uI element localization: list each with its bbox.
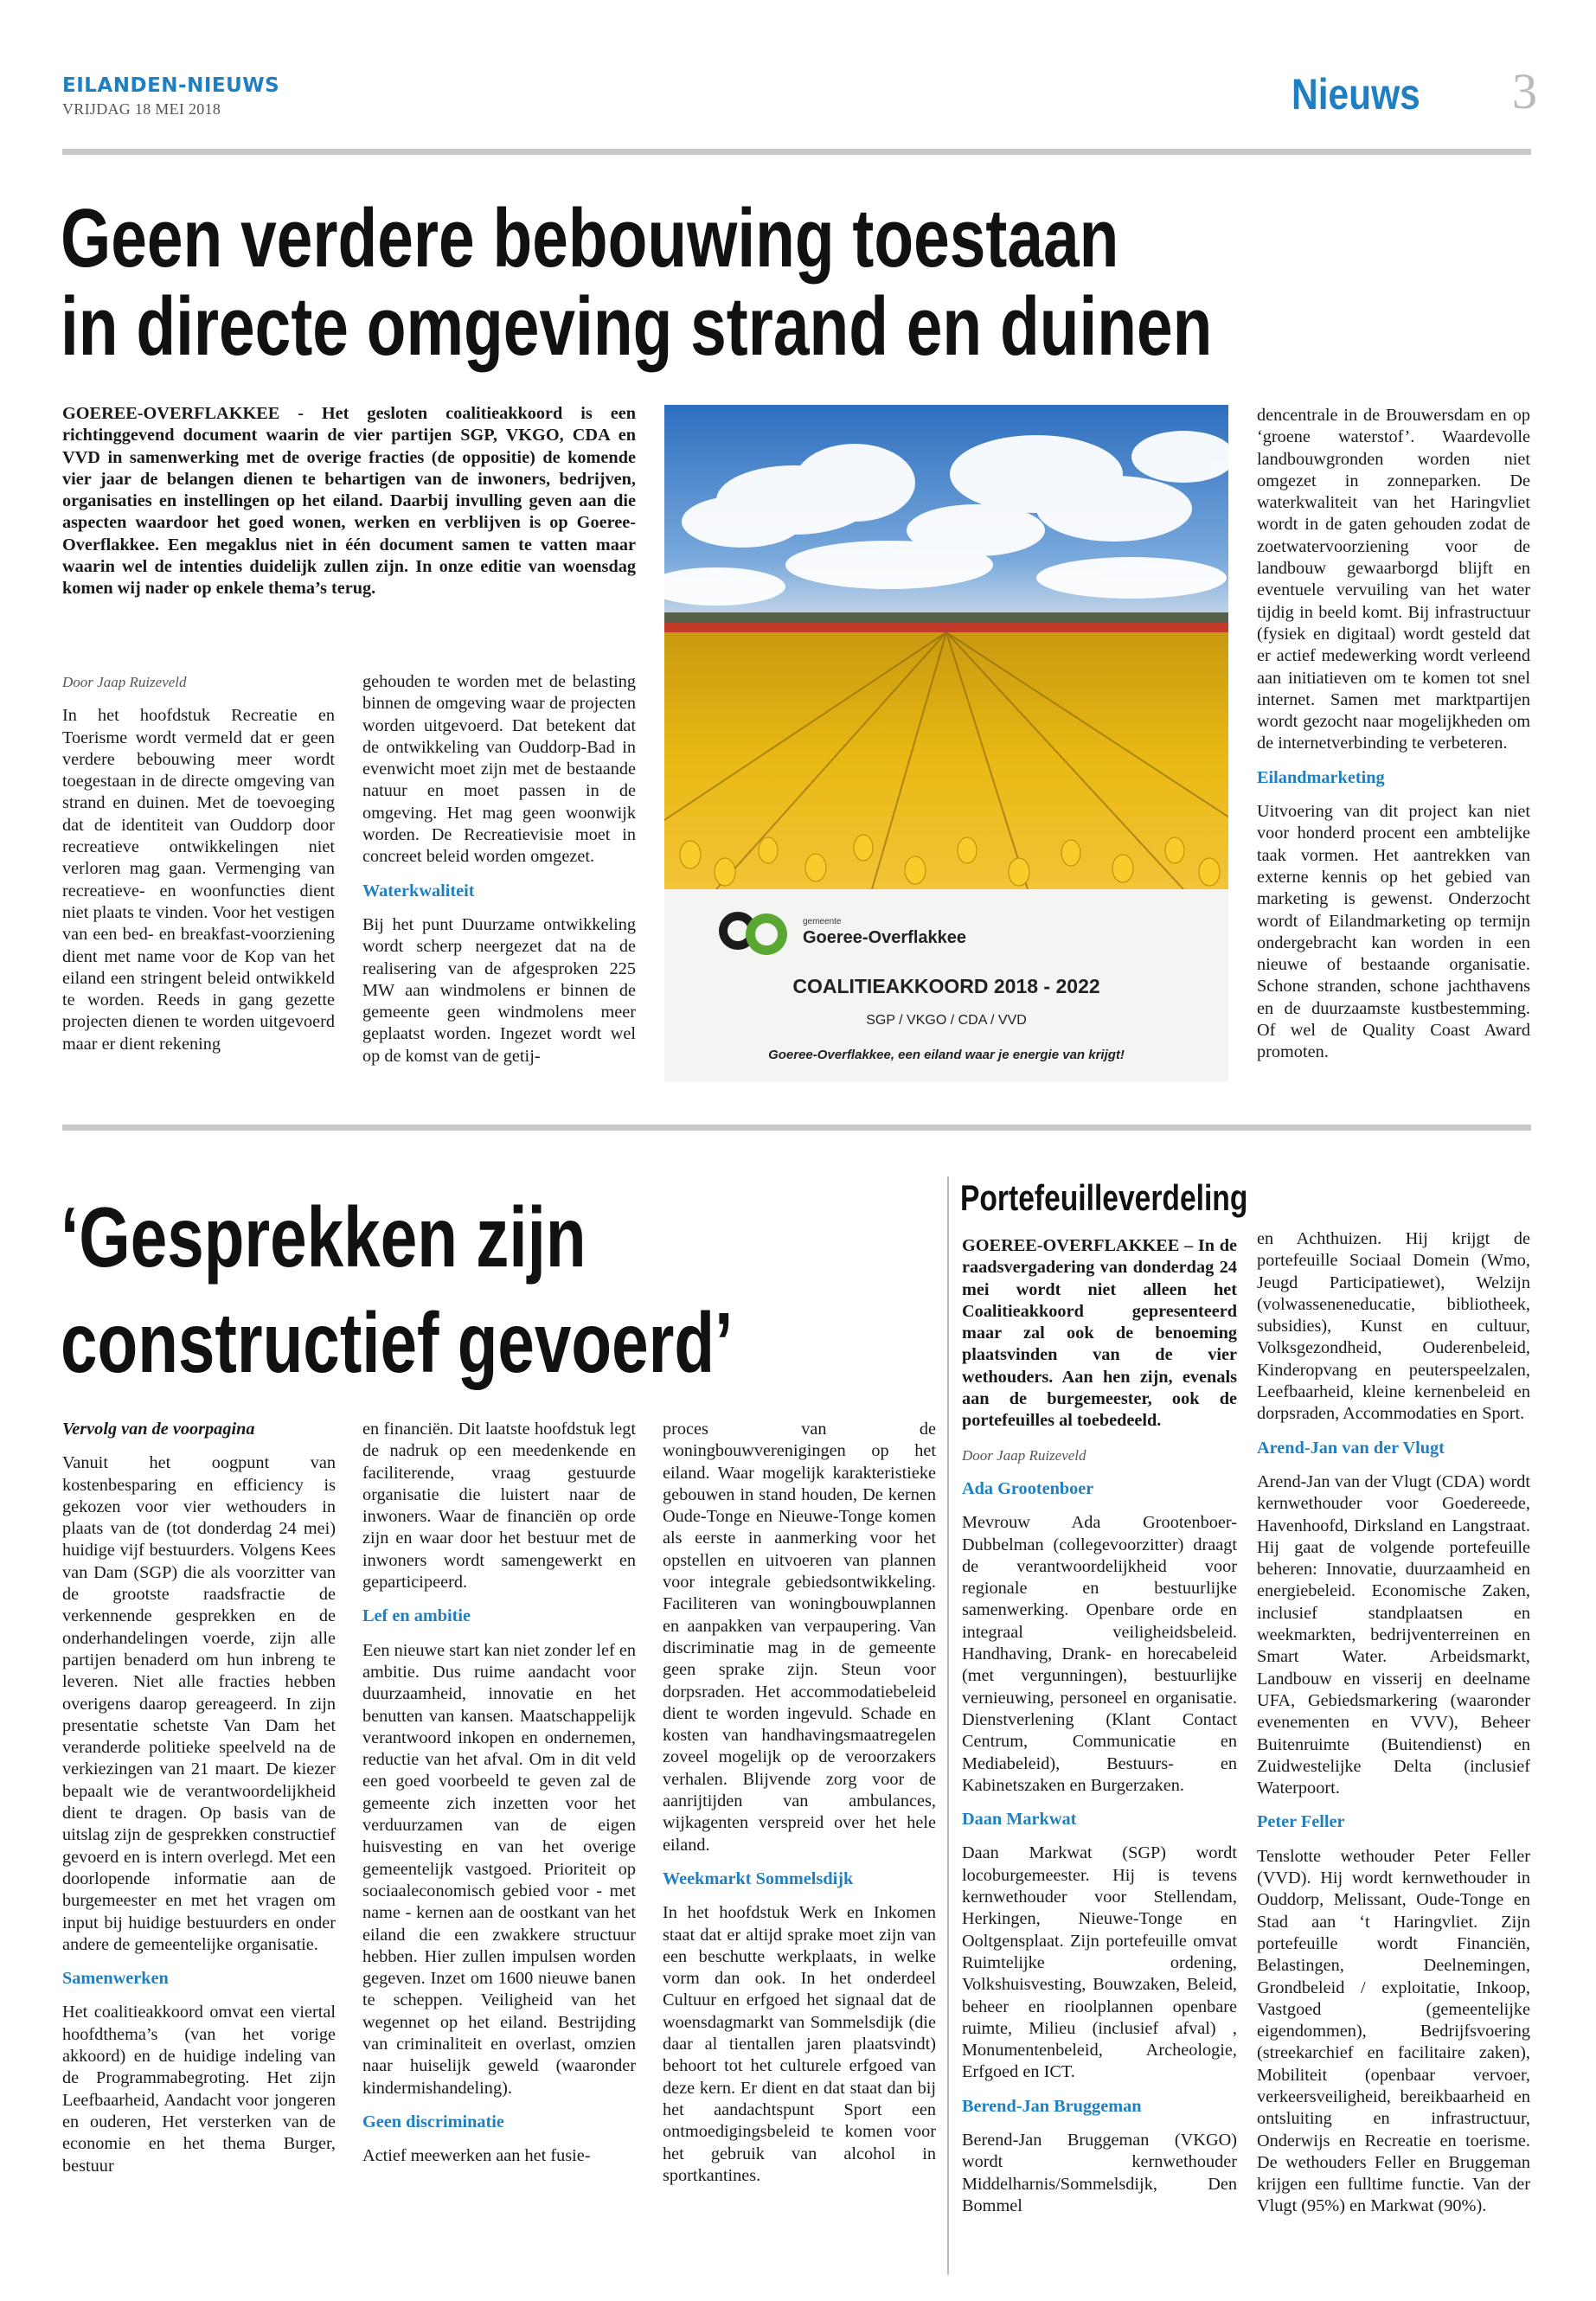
subhead-lef-en-ambitie: Lef en ambitie xyxy=(362,1606,471,1626)
article1-headline-line1: Geen verdere bebouwing toestaan xyxy=(61,192,1119,285)
daan-markwat-text: Daan Markwat (SGP) wordt locoburgemeester. Hij is tevens kernwethouder voor Stellendam, Herkingen, Nieuwe-Tonge en Ooltgensplaat. Zijn portefeuille omvat Ruimtelijke ordening, Volkshuisvesting, Bouwzaken, Beleid, beheer en rioolplannen openbare ruimte, Milieu (inclusief afval) , Monumentenbeleid, Archeologie, Erfgoed en ICT. xyxy=(962,1843,1237,2082)
sidebar-byline: Door Jaap Ruizeveld xyxy=(962,1446,1086,1464)
article2-column3 xyxy=(663,1419,936,2199)
publication-date: VRIJDAG 18 MEI 2018 xyxy=(62,100,221,118)
logo-small-text: gemeente xyxy=(803,917,842,926)
subhead-arend-jan-van-der-vlugt: Arend-Jan van der Vlugt xyxy=(1257,1438,1445,1458)
sidebar-lead: GOEREE-OVERFLAKKEE – In de raadsvergadering van donderdag 24 mei wordt niet alleen het Coalitieakkoord gepresenteerd maar zal ook de benoeming plaatsvinden van de vier wethouders. Aan hen zijn, evenals aan de burgemeester, ook de portefeuilles al toebedeeld. xyxy=(962,1236,1237,1431)
article1-col2-paragraph2: Bij het punt Duurzame ontwikkeling wordt scherp neergezet dat na de realisering van de afgesproken 225 MW aan windmolens er binnen de gemeente geen windmolens meer geplaatst worden. Ingezet wordt wel op de komst van de getij- xyxy=(362,914,636,1066)
article1-column1 xyxy=(62,671,335,1067)
article2-column1 xyxy=(62,1419,336,2189)
sidebar-col2-paragraph1: en Achthuizen. Hij krijgt de portefeuille Sociaal Domein (Wmo, Jeugd Participatiewet), Welzijn (volwasseneneducatie, bibliotheek, subsidies), Kunst en cultuur, Volksgezondheid, Ouderenbeleid, Kinderopvang en peuterspeelzalen, Leefbaarheid, kleine kernenbeleid en dorpsraden, Accommodaties en Sport. xyxy=(1257,1229,1530,1424)
article1-col1-paragraph: In het hoofdstuk Recreatie en Toerisme wordt vermeld dat er geen verdere bebouwing meer wordt toegestaan in de directe omgeving van strand en duinen. Met de toevoeging dat de identiteit van Ouddorp door recreatieve ontwikkelingen niet verloren mag gaan. Vermenging van recreatieve- en woonfuncties dient niet plaats te vinden. Voor het vestigen van een bed- en breakfast-voorziening dient met name voor de Kop van het eiland een stringent beleid ontwikkeld te worden. Reeds in gang gezette projecten dienen te worden uitgevoerd maar er dient rekening xyxy=(62,706,335,1054)
subhead-ada-grootenboer: Ada Grootenboer xyxy=(962,1478,1094,1498)
cover-illustration xyxy=(664,405,1228,1082)
subhead-geen-discriminatie: Geen discriminatie xyxy=(362,2112,504,2131)
section-name: Nieuws xyxy=(1292,70,1420,119)
sidebar-divider xyxy=(947,1176,949,2275)
article2-column2 xyxy=(362,1419,636,2180)
article1-col2-paragraph1: gehouden te worden met de belasting binnen de omgeving waar de projecten worden uitgevoerd. Dat betekent dat de ontwikkeling van Ouddorp-Bad in evenwicht moet zijn met de bestaande natuur en moet passen in de omgeving. Het mag geen woonwijk worden. De Recreatievisie moet in concreet beleid worden omgezet. xyxy=(362,672,636,867)
cover-slogan: Goeree-Overflakkee, een eiland waar je energie van krijgt! xyxy=(768,1048,1125,1062)
peter-feller-text: Tenslotte wethouder Peter Feller (VVD). Hij wordt kernwethouder in Ouddorp, Melissant, Oude-Tonge en Stad aan ‘t Haringvliet. Zijn portefeuille wordt Financiën, Belastingen, Deelnemingen, Grondbeleid / exploitatie, Inkoop, Vastgoed (gemeentelijke eigendommen), Bedrijfsvoering (streekarchief en facilitaire zaken), Mobiliteit (openbaar vervoer, verkeersveiligheid, bereikbaarheid en ontsluiting en infrastructuur, Onderwijs en Recreatie en toerisme. De wethouders Feller en Bruggeman krijgen een fulltime functie. Van der Vlugt (95%) en Markwat (90%). xyxy=(1257,1846,1530,2216)
subhead-waterkwaliteit: Waterkwaliteit xyxy=(362,881,475,901)
subhead-eilandmarketing: Eilandmarketing xyxy=(1257,767,1385,787)
article2-col1-paragraph1: Vanuit het oogpunt van kostenbesparing en efficiency is gekozen voor vier wethouders in plaats van de (tot donderdag 24 mei) huidige vijf bestuurders. Volgens Kees van Dam (SGP) die als voorzitter van de grootste raadsfractie de verkennende gesprekken en de onderhandelingen voerde, zijn alle partijen benaderd om hun inbreng te leveren. Niet alle fracties hebben overigens daarop gereageerd. In zijn presentatie schetste Van Dam het veranderde politieke speelveld na de verkiezingen van 21 maart. De kiezer bepaalt wie de verantwoordelijkheid dient te dragen. Op basis van de uitslag zijn de gesprekken constructief gevoerd en is intern overlegd. Met een doorlopende informatie aan de burgemeester en met het vragen om input bij huidige bestuurders en onder andere de gemeentelijke organisatie. xyxy=(62,1453,336,1954)
article2-col2-paragraph2: Een nieuwe start kan niet zonder lef en ambitie. Dus ruime aandacht voor duurzaamheid, innovatie en het benutten van kansen. Maatschappelijk verantwoord inkopen en ondernemen, reductie van het afval. Om in dit veld een goed voorbeeld te geven zal de gemeente zich inzetten voor het verduurzamen van de eigen huisvesting en van het overige gemeentelijk vastgoed. Prioriteit op sociaaleconomisch gebied voor - met name - kernen aan de oostkant van het eiland die een zwakkere structuur hebben. Hier zullen impulsen worden gegeven. Inzet om 1600 nieuwe banen te scheppen. Veiligheid van het wegennet op het eiland. Bestrijding van criminaliteit en overlast, omzien naar huiselijk geweld (waaronder kindermishandeling). xyxy=(362,1640,636,2098)
article2-col3-paragraph1: proces van de woningbouwverenigingen op het eiland. Waar mogelijk karakteristieke gebouwen in stand houden, De kernen Oude-Tonge en Nieuwe-Tonge komen als eerste in aanmerking voor het opstellen en uitvoeren van plannen voor integrale gebiedsontwikkeling. Faciliteren van woningbouwplannen en aanpakken van verpaupering. Van discriminatie mag in de gemeente geen sprake zijn. Steun voor dorpsraden. Het accommodatiebeleid dient te worden ingevuld. Schade en kosten van handhavingsmaatregelen zoveel mogelijk op de veroorzakers verhalen. Blijvende zorg voor de aanrijtijden van ambulances, wijkagenten verspreid over het hele eiland. xyxy=(663,1420,936,1855)
horizon-trees xyxy=(664,612,1228,625)
berend-jan-bruggeman-text: Berend-Jan Bruggeman (VKGO) wordt kernwethouder Middelharnis/Sommelsdijk, Den Bommel xyxy=(962,2130,1237,2215)
subhead-peter-feller: Peter Feller xyxy=(1257,1812,1345,1832)
article2-col2-paragraph3: Actief meewerken aan het fusie- xyxy=(362,2146,591,2166)
sidebar-column1 xyxy=(962,1235,1237,2229)
middle-rule xyxy=(62,1125,1531,1131)
article1-byline: Door Jaap Ruizeveld xyxy=(62,674,187,690)
cover-parties: SGP / VKGO / CDA / VVD xyxy=(866,1013,1027,1028)
red-tulip-band xyxy=(664,623,1228,633)
page-number: 3 xyxy=(1512,63,1537,119)
article2-kicker: Vervolg van de voorpagina xyxy=(62,1420,255,1439)
subhead-samenwerken: Samenwerken xyxy=(62,1969,169,1989)
article1-col4-paragraph2: Uitvoering van dit project kan niet voor honderd procent een ambtelijke taak vormen. Het aantrekken van externe kennis op het gebied van marketing is gewenst. Onderzocht wordt of Eilandmarketing op termijn ondergebracht kan worden in een nieuwe of bestaande organisatie. Schone stranden, schone jachthavens en de duurzaamste kustbestemming. Of wel de Quality Coast Award promoten. xyxy=(1257,802,1530,1062)
paper-name: EILANDEN-NIEUWS xyxy=(62,74,280,97)
article1-column2 xyxy=(362,671,636,1080)
sidebar-heading: Portefeuilleverdeling xyxy=(960,1177,1248,1218)
logo-org-name: Goeree-Overflakkee xyxy=(803,928,967,947)
subhead-weekmarkt-sommelsdijk: Weekmarkt Sommelsdijk xyxy=(663,1868,854,1888)
article1-lead: GOEREE-OVERFLAKKEE - Het gesloten coalitieakkoord is een richtinggevend document waarin de vier partijen SGP, VKGO, CDA en VVD in samenwerking met de overige fracties (de oppositie) de komende vier jaar de belangen dienen te behartigen van de inwoners, bedrijven, organisaties en instellingen op het eiland. Daarbij invulling geven aan die aspecten waardoor het goed wonen, werken en verblijven is op Goeree-Overflakkee. Een megaklus niet in één document samen te vatten maar waarin wel de intenties duidelijk zullen zijn. In onze editie van woensdag komen wij nader op enkele thema’s terug. xyxy=(62,404,636,599)
article1-headline-line2: in directe omgeving strand en duinen xyxy=(61,280,1213,373)
article1-lead-block xyxy=(62,403,636,612)
arend-jan-van-der-vlugt-text: Arend-Jan van der Vlugt (CDA) wordt kernwethouder voor Goedereede, Havenhoofd, Dirksland en Langstraat. Hij gaat de volgende portefeuille beheren: Innovatie, duurzaamheid en energiebeleid. Economische Zaken, inclusief standplaatsen en weekmarkten, bedrijventerreinen en Smart Water. Arbeidsmarkt, Landbouw en visserij en deelname UFA, Gebiedsmarkering (waaronder evenementen en VVV), Beheer Buitenruimte (Buitendienst) en Zuidwestelijke Delta (inclusief Waterpoort. xyxy=(1257,1471,1530,1798)
coalition-cover-image xyxy=(664,405,1228,1082)
subhead-daan-markwat: Daan Markwat xyxy=(962,1810,1077,1830)
article2-col2-paragraph1: en financiën. Dit laatste hoofdstuk legt de nadruk op een meedenkende en faciliterende, vraag gestuurde organisatie die luistert naar de inwoners. Waar de financiën op orde zijn en waar door het bestuur met de inwoners wordt samengewerkt en geparticipeerd. xyxy=(362,1420,636,1593)
top-rule xyxy=(62,149,1531,155)
article2-col1-paragraph2: Het coalitieakkoord omvat een viertal hoofdthema’s (van het vorige akkoord) en de huidige indeling van de Programmabegroting. Het zijn Leefbaarheid, Aandacht voor jongeren en ouderen, Het versterken van de economie en het thema Burger, bestuur xyxy=(62,2003,336,2176)
article1-column4 xyxy=(1257,405,1530,1076)
subhead-berend-jan-bruggeman: Berend-Jan Bruggeman xyxy=(962,2096,1142,2116)
ada-grootenboer-text: Mevrouw Ada Grootenboer-Dubbelman (collegevoorzitter) draagt de verantwoordelijkheid voor regionale en bestuurlijke samenwerking. Openbare orde en integraal veiligheidsbeleid. Handhaving, Drank- en horecabeleid (met vergunningen), bestuurlijke vernieuwing, personeel en organisatie. Dienstverlening (Klant Contact Centrum, Communicatie en Mediabeleid), Bestuurs- en Kabinetszaken en Burgerzaken. xyxy=(962,1513,1237,1795)
article1-col4-paragraph1: dencentrale in de Brouwersdam en op ‘groene waterstof’. Waardevolle landbouwgronden worden niet omgezet in zonneparken. De waterkwaliteit van het Haringvliet wordt in de gaten gehouden zodat de zoetwatervoorziening voor de landbouw gewaarborgd blijft en eventuele vervuiling van het water tijdig in beeld komt. Bij infrastructuur (fysiek en digitaal) wordt gesteld dat er actief medewerking wordt verleend aan initiatieven om te komen tot snel internet. Samen met marktpartijen wordt gezocht naar mogelijkheden om de internetverbinding te verbeteren. xyxy=(1257,406,1530,753)
cover-title: COALITIEAKKOORD 2018 - 2022 xyxy=(792,975,1100,997)
article2-headline-line2: constructief gevoerd’ xyxy=(61,1295,734,1390)
article2-headline-line1: ‘Gesprekken zijn xyxy=(61,1189,586,1285)
sidebar-column2 xyxy=(1257,1228,1530,2230)
article2-col3-paragraph2: In het hoofdstuk Werk en Inkomen staat dat er altijd sprake moet zijn van een beschutte werkplaats, in welke vorm dan ook. In het onderdeel Cultuur en erfgoed het signaal dat de woensdagmarkt van Sommelsdijk (die daar al tientallen jaren plaatsvindt) behoort tot het culturele erfgoed van deze kern. Er dient en dat staat dan bij het aandachtspunt Sport een ontmoedigingsbeleid te komen voor het gebruik van alcohol in sportkantines. xyxy=(663,1903,936,2185)
